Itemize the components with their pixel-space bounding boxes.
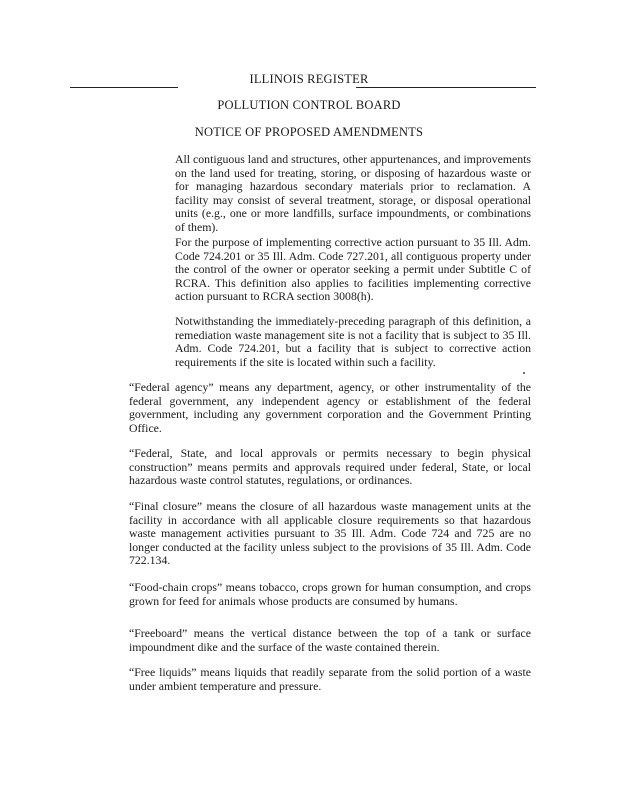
notice-title: NOTICE OF PROPOSED AMENDMENTS bbox=[194, 125, 424, 139]
definition-free-liquids: “Free liquids” means liquids that readily separate from the solid portion of a waste under ambient temperature and pressure. bbox=[129, 665, 531, 693]
definition-approvals-permits: “Federal, State, and local approvals or permits necessary to begin physical construction” means permits and approvals required under federal, State, or local hazardous waste control statutes, regulations, or ordinances. bbox=[129, 446, 531, 488]
facility-paragraph-3: Notwithstanding the immediately-preceding paragraph of this definition, a remediation waste management site is not a facility that is subject to 35 Ill. Adm. Code 724.201, but a facility that is subject to corrective action requirements if the site is located within such a facility. bbox=[175, 314, 531, 369]
register-title: ILLINOIS REGISTER bbox=[249, 72, 369, 86]
header-rule-right bbox=[356, 87, 536, 88]
definition-final-closure: “Final closure” means the closure of all hazardous waste management units at the facility in accordance with all applicable closure requirements so that hazardous waste management activities pursuant to 35 Ill. Adm. Code 724 and 725 are no longer conducted at the facility unless subject to the provisions of 35 Ill. Adm. Code 722.134. bbox=[129, 499, 531, 568]
board-name: POLLUTION CONTROL BOARD bbox=[217, 98, 401, 112]
definition-federal-agency: “Federal agency” means any department, agency, or other instrumentality of the federal government, any independent agency or establishment of the federal government, including any government corporation and the Government Printing Office. bbox=[129, 380, 531, 435]
stray-mark bbox=[523, 372, 525, 374]
header-rule-left bbox=[70, 87, 178, 88]
definition-food-chain-crops: “Food-chain crops” means tobacco, crops grown for human consumption, and crops grown for feed for animals whose products are consumed by humans. bbox=[129, 580, 531, 608]
definition-freeboard: “Freeboard” means the vertical distance between the top of a tank or surface impoundment dike and the surface of the waste contained therein. bbox=[129, 626, 531, 654]
facility-paragraph-1: All contiguous land and structures, other appurtenances, and improvements on the land used for treating, storing, or disposing of hazardous waste or for managing hazardous secondary materials prior to reclamation. A facility may consist of several treatment, storage, or disposal operational units (e.g., one or more landfills, surface impoundments, or combinations of them). bbox=[175, 152, 531, 234]
facility-paragraph-2: For the purpose of implementing corrective action pursuant to 35 Ill. Adm. Code 724.201 or 35 Ill. Adm. Code 727.201, all contiguous property under the control of the owner or operator seeking a permit under Subtitle C of RCRA. This definition also applies to facilities implementing corrective action pursuant to RCRA section 3008(h). bbox=[175, 235, 531, 304]
